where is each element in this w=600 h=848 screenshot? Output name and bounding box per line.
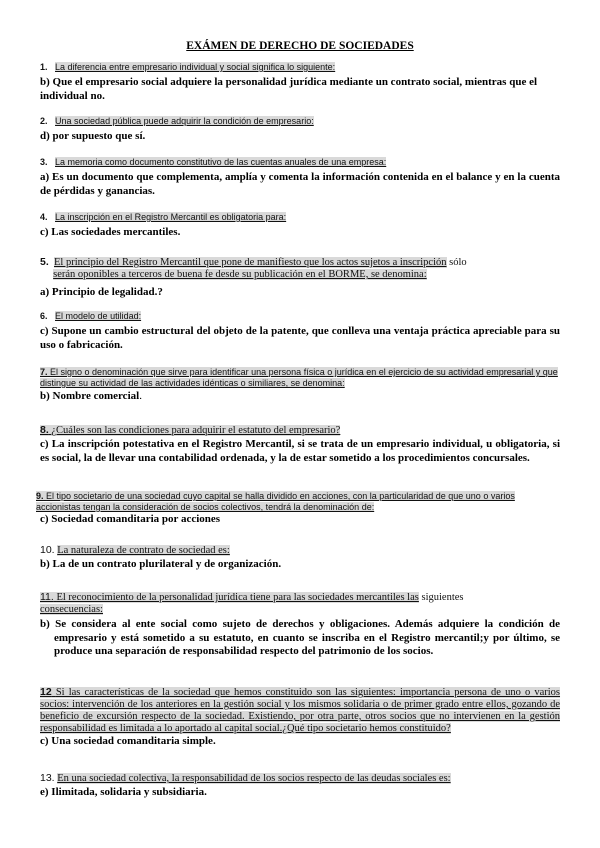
question-text: 13. En una sociedad colectiva, la responsabilidad de los socios respecto de las deudas sociales es: xyxy=(40,772,451,784)
answer-text: c) Supone un cambio estructural del objeto de la patente, que conlleva una ventaja práctica apreciable para su uso o fabricación. xyxy=(40,325,560,351)
question-text: 6. El modelo de utilidad: xyxy=(40,311,142,321)
answer-text: a) Es un documento que complementa, amplía y comenta la información contenida en el balance y en la cuenta de pérdidas y ganancias. xyxy=(40,171,560,197)
question-text: 1. La diferencia entre empresario individual y social significa lo siguiente: xyxy=(40,62,336,72)
answer-text: e) Ilimitada, solidaria y subsidiaria. xyxy=(40,786,207,798)
question-block-11 xyxy=(40,591,560,659)
question-block-7 xyxy=(40,367,560,404)
question-text: 9. El tipo societario de una sociedad cuyo capital se halla dividido en acciones, con la particularidad de que uno o varios accionistas tengan la consideración de socios colectivos, tendrá la denominación de: xyxy=(36,491,515,512)
question-text: 12 Si las características de la sociedad que hemos constituido son las siguientes: importancia persona de uno o varios socios: intervención de los anteriores en la gestión social y los mismos solidaria o de primer grado entre ellos, gozando de beneficio de excursión respecto de la sociedad. Existiendo, por otra parte, otros socios que no intervienen en la gestión responsabilidad es limitada a lo aportado al capital social.¿Qué tipo societario hemos constituido? xyxy=(40,686,561,734)
question-block-8 xyxy=(40,424,560,465)
answer-text: d) por supuesto que sí. xyxy=(40,130,146,142)
question-text: 7. El signo o denominación que sirve para identificar una persona física o jurídica en el ejercicio de su actividad empresarial y que distingue su actividad de las actividades idénticas o similiares, se denomina: xyxy=(40,367,558,388)
question-block-2 xyxy=(40,116,560,144)
answer-text: b) La de un contrato plurilateral y de organización. xyxy=(40,558,282,570)
question-block-1 xyxy=(40,62,560,103)
question-block-13 xyxy=(40,772,560,800)
answer-text: a) Principio de legalidad.? xyxy=(40,286,163,298)
question-text: 2. Una sociedad pública puede adquirir la condición de empresario: xyxy=(40,116,314,126)
question-text: 10. La naturaleza de contrato de sociedad es: xyxy=(40,544,230,556)
question-text: 3. La memoria como documento constitutivo de las cuentas anuales de una empresa: xyxy=(40,157,387,167)
answer-text: c) La inscripción potestativa en el Registro Mercantil, si se trata de un empresario individual, u obligatoria, si es social, la de llevar una contabilidad ordenada, y la de estar sometido a los procedimientos concursales. xyxy=(40,438,560,464)
question-text: 8. ¿Cuáles son las condiciones para adquirir el estatuto del empresario? xyxy=(40,424,341,436)
answer-text: b) Nombre comercial. xyxy=(40,390,142,402)
page-title: EXÁMEN DE DERECHO DE SOCIEDADES xyxy=(186,40,414,52)
answer-text: b) Que el empresario social adquiere la personalidad jurídica mediante un contrato social, mientras que el individual no. xyxy=(40,76,538,102)
question-block-9 xyxy=(36,491,560,527)
answer-text: c) Las sociedades mercantiles. xyxy=(40,226,181,238)
question-block-10 xyxy=(40,544,560,572)
question-block-12 xyxy=(40,686,560,749)
answer-text: c) Una sociedad comanditaria simple. xyxy=(40,735,216,747)
question-block-6 xyxy=(40,311,560,352)
question-block-5 xyxy=(40,256,560,300)
question-text: 5. El principio del Registro Mercantil que pone de manifiesto que los actos sujetos a inscripción sólo serán oponibles a terceros de buena fe desde su publicación en el BORME, se denomina: xyxy=(40,256,467,280)
question-block-3 xyxy=(40,157,560,198)
answer-text: c) Sociedad comanditaria por acciones xyxy=(40,513,221,525)
question-text: 11. El reconocimiento de la personalidad jurídica tiene para las sociedades mercantiles las siguientes consecuencias: xyxy=(40,591,464,615)
answer-text: b) Se considera al ente social como sujeto de derechos y obligaciones. Además adquiere la condición de empresario y está sometido a su estatuto, en cuanto se inscriba en el Registro mercantil;y por último, se produce una separación de responsabilidad respecto del patrimonio de los socios. xyxy=(40,618,560,657)
question-text: 4. La inscripción en el Registro Mercantil es obligatoria para: xyxy=(40,212,287,222)
question-block-4 xyxy=(40,212,560,240)
